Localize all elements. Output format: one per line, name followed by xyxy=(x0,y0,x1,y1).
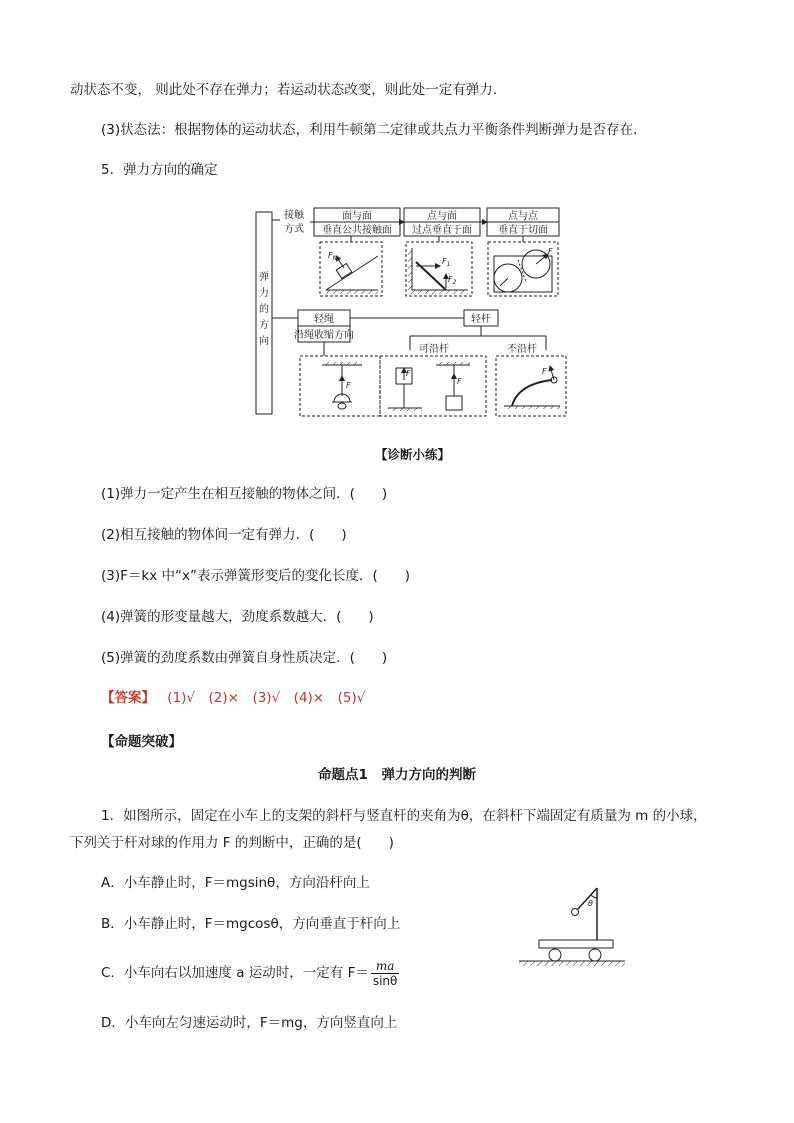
vertical-label-1: 弹 xyxy=(259,272,269,283)
can-along-label: 可沿杆 xyxy=(419,344,449,355)
box3-bottom: 垂直于切面 xyxy=(498,225,548,236)
force-label-rod1: F xyxy=(406,369,411,378)
box2-bottom: 过点垂直于面 xyxy=(412,225,472,236)
rope-direction: 沿绳收缩方向 xyxy=(294,330,354,341)
practice-item-5: (5)弹簧的劲度系数由弹簧自身性质决定．( ) xyxy=(101,650,388,666)
answer-label: 【答案】 xyxy=(101,690,155,706)
force-label-f1: $F_1$ xyxy=(442,257,451,268)
force-label-balls: F xyxy=(548,247,553,256)
question-1-line-2: 下列关于杆对球的作用力 F 的判断中，正确的是( ) xyxy=(70,835,394,851)
practice-title: 【诊断小练】 xyxy=(375,447,451,462)
not-along-label: 不沿杆 xyxy=(507,344,537,355)
box1-top: 面与面 xyxy=(342,211,372,222)
answer-line xyxy=(101,688,365,708)
box2-top: 点与面 xyxy=(427,211,457,222)
contact-label-1: 接触 xyxy=(284,210,304,221)
option-c xyxy=(101,956,399,990)
practice-item-4: (4)弹簧的形变量越大，劲度系数越大．( ) xyxy=(101,609,374,625)
vertical-label-5: 向 xyxy=(259,336,269,347)
point-title: 命题点1 弹力方向的判断 xyxy=(318,767,476,783)
state-method-paragraph: (3)状态法：根据物体的运动状态，利用牛顿第二定律或共点力平衡条件判断弹力是否存在． xyxy=(101,122,647,138)
contact-label-2: 方式 xyxy=(284,224,304,235)
option-a: A．小车静止时，F＝mgsinθ，方向沿杆向上 xyxy=(101,875,370,891)
cart-theta-label: θ xyxy=(588,899,593,908)
practice-item-2: (2)相互接触的物体间一定有弹力．( ) xyxy=(101,527,347,543)
option-d: D．小车向左匀速运动时，F＝mg，方向竖直向上 xyxy=(101,1015,398,1031)
vertical-label-4: 方 xyxy=(259,320,269,331)
rope-label: 轻绳 xyxy=(314,314,334,325)
force-label-rod2: F xyxy=(457,377,462,386)
section-heading-5: 5．弹力方向的确定 xyxy=(101,162,218,178)
practice-item-3: (3)F＝kx 中“x”表示弹簧形变后的变化长度．( ) xyxy=(101,568,410,584)
force-label-curved: F xyxy=(542,367,547,376)
option-c-fraction xyxy=(371,959,400,988)
force-label-f2: $F_2$ xyxy=(448,275,457,286)
cart-figure xyxy=(515,882,630,972)
fraction-denominator: sinθ xyxy=(372,973,398,988)
rod-label: 轻杆 xyxy=(471,314,491,325)
question-1-line-1: 1．如图所示，固定在小车上的支架的斜杆与竖直杆的夹角为θ，在斜杆下端固定有质量为 m 的小球， xyxy=(101,808,707,824)
force-label-fn: $F_N$ xyxy=(328,251,338,262)
breakthrough-heading: 【命题突破】 xyxy=(101,734,182,750)
answer-text: (1)√ (2)× (3)√ (4)× (5)√ xyxy=(167,690,366,706)
box1-bottom: 垂直公共接触面 xyxy=(322,225,392,236)
elastic-force-direction-diagram xyxy=(250,200,580,420)
vertical-label-2: 力 xyxy=(259,288,269,299)
practice-item-1: (1)弹力一定产生在相互接触的物体之间．( ) xyxy=(101,486,388,502)
vertical-label-3: 的 xyxy=(259,304,269,315)
fraction-numerator: ma xyxy=(371,959,400,974)
force-label-lamp: F xyxy=(346,381,351,390)
paragraph-continuation: 动状态不变， 则此处不存在弹力；若运动状态改变，则此处一定有弹力． xyxy=(70,82,507,98)
option-b: B．小车静止时，F＝mgcosθ，方向垂直于杆向上 xyxy=(101,916,401,932)
box3-top: 点与点 xyxy=(508,211,538,222)
option-c-text: C．小车向右以加速度 a 运动时，一定有 F＝ xyxy=(101,965,369,981)
